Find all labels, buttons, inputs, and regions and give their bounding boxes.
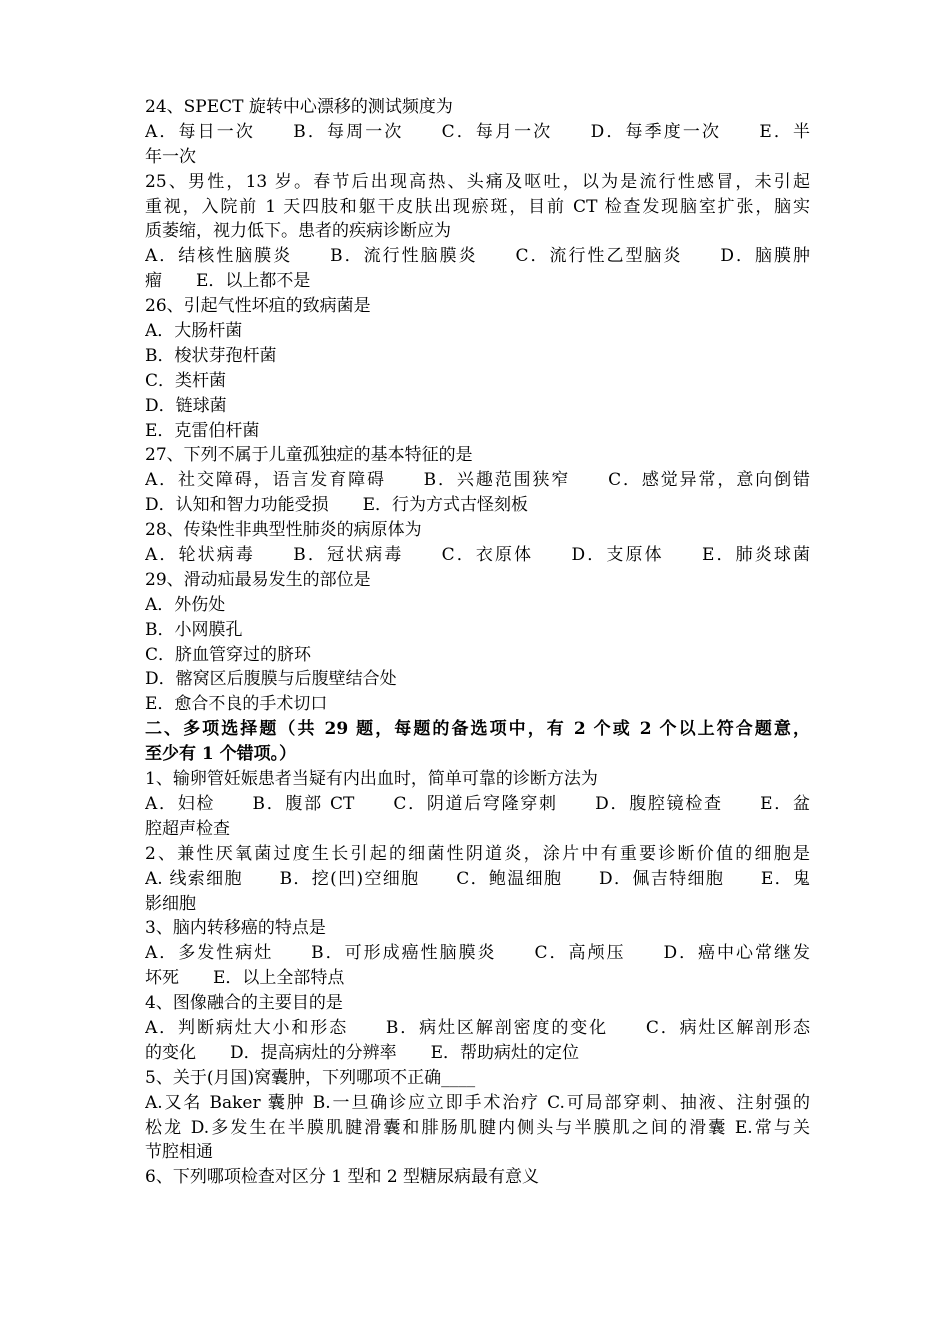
- m4-options-cont: 的变化 D．提高病灶的分辨率 E．帮助病灶的定位: [145, 1042, 580, 1063]
- m1-options: A．妇检 B．腹部 CT C．阴道后穹隆穿刺 D．腹腔镜检查 E．盆: [145, 793, 810, 814]
- q25-options-cont: 瘤 E．以上都不是: [145, 271, 311, 292]
- q27-options: A．社交障碍，语言发育障碍 B．兴趣范围狭窄 C．感觉异常，意向倒错: [145, 470, 810, 491]
- m5-options-cont: 松龙 D.多发生在半膜肌腱滑囊和腓肠肌腱内侧头与半膜肌之间的滑囊 E.常与关: [145, 1117, 810, 1138]
- m5-stem: 5、关于(月国)窝囊肿，下列哪项不正确____: [145, 1067, 476, 1088]
- q29-option-a: A．外伤处: [145, 594, 226, 615]
- q26-option-a: A．大肠杆菌: [145, 321, 243, 342]
- m3-options: A．多发性病灶 B．可形成癌性脑膜炎 C．高颅压 D．癌中心常继发: [145, 943, 810, 964]
- q25-stem: 25、男性，13 岁。春节后出现高热、头痛及呕吐，以为是流行性感冒，未引起: [145, 171, 810, 192]
- m4-options: A．判断病灶大小和形态 B．病灶区解剖密度的变化 C．病灶区解剖形态: [145, 1017, 810, 1038]
- m2-options: A. 线索细胞 B．挖(凹)空细胞 C．鲍温细胞 D．佩吉特细胞 E．鬼: [145, 868, 810, 889]
- q26-option-c: C．类杆菌: [145, 370, 227, 391]
- q24-options-cont: 年一次: [145, 146, 196, 167]
- q27-stem: 27、下列不属于儿童孤独症的基本特征的是: [145, 445, 473, 466]
- q25-options: A．结核性脑膜炎 B．流行性脑膜炎 C．流行性乙型脑炎 D．脑膜肿: [145, 246, 810, 267]
- q28-stem: 28、传染性非典型性肺炎的病原体为: [145, 520, 422, 541]
- m4-stem: 4、图像融合的主要目的是: [145, 993, 343, 1014]
- q28-options: A．轮状病毒 B．冠状病毒 C．衣原体 D．支原体 E．肺炎球菌: [145, 545, 810, 566]
- q29-stem: 29、滑动疝最易发生的部位是: [145, 569, 371, 590]
- q26-stem: 26、引起气性坏疽的致病菌是: [145, 296, 371, 317]
- m3-options-cont: 坏死 E．以上全部特点: [145, 968, 345, 989]
- m2-stem: 2、兼性厌氧菌过度生长引起的细菌性阴道炎，涂片中有重要诊断价值的细胞是: [145, 843, 810, 864]
- m3-stem: 3、脑内转移癌的特点是: [145, 918, 326, 939]
- m1-stem: 1、输卵管妊娠患者当疑有内出血时，简单可靠的诊断方法为: [145, 769, 598, 790]
- q24-stem: 24、SPECT 旋转中心漂移的测试频度为: [145, 97, 453, 117]
- document-body: [145, 95, 810, 1190]
- m6-stem: 6、下列哪项检查对区分 1 型和 2 型糖尿病最有意义: [145, 1167, 540, 1188]
- q29-option-c: C．脐血管穿过的脐环: [145, 644, 312, 665]
- q25-stem-end: 质萎缩，视力低下。患者的疾病诊断应为: [145, 221, 451, 242]
- m2-options-cont: 影细胞: [145, 893, 196, 914]
- m5-options-end: 节腔相通: [145, 1142, 213, 1163]
- q25-stem-cont: 重视，入院前 1 天四肢和躯干皮肤出现瘀斑，目前 CT 检查发现脑室扩张，脑实: [145, 196, 810, 217]
- q26-option-e: E．克雷伯杆菌: [145, 420, 260, 441]
- q26-option-b: B．梭状芽孢杆菌: [145, 345, 277, 366]
- q29-option-d: D．髂窝区后腹膜与后腹壁结合处: [145, 669, 397, 690]
- section-heading-cont: 至少有 1 个错项。）: [145, 744, 297, 765]
- section-heading: 二、多项选择题（共 29 题，每题的备选项中，有 2 个或 2 个以上符合题意，: [145, 719, 810, 740]
- q29-option-b: B．小网膜孔: [145, 619, 243, 640]
- q26-option-d: D．链球菌: [145, 395, 227, 416]
- m1-options-cont: 腔超声检查: [145, 818, 230, 839]
- q27-options-cont: D．认知和智力功能受损 E．行为方式古怪刻板: [145, 495, 529, 516]
- m5-options: A.又名 Baker 囊肿 B.一旦确诊应立即手术治疗 C.可局部穿刺、抽液、注射强的: [145, 1092, 810, 1113]
- q29-option-e: E．愈合不良的手术切口: [145, 694, 328, 715]
- q24-options: A．每日一次 B．每周一次 C．每月一次 D．每季度一次 E．半: [145, 121, 810, 142]
